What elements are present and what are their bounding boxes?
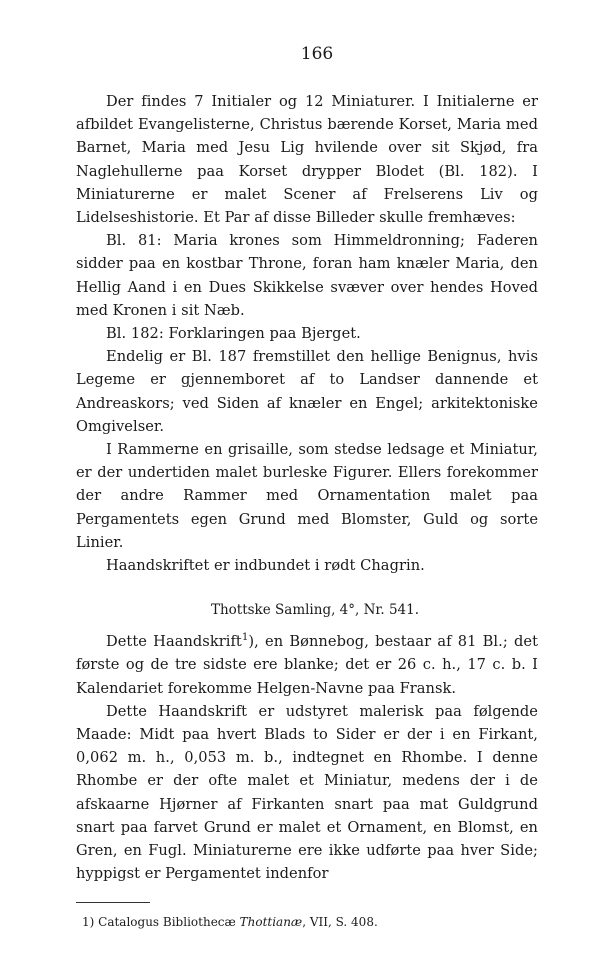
- paragraph-frames: I Rammerne en grisaille, som stedse ledsage et Miniatur, er der undertiden malet burleske Figurer. Ellers forekommer der andre Rammer med Ornamentation malet paa Pergamentets egen Grund med Blomster, Guld og sorte Linier.: [76, 441, 538, 551]
- paragraph-bl-187: Endelig er Bl. 187 fremstillet den hellige Benignus, hvis Legeme er gjennemboret af to Landser dannende et Andreaskors; ved Siden af knæler en Engel; arkitektoniske Omgivelser.: [76, 348, 538, 435]
- footnote-prefix: Catalogus Bibliothecæ: [98, 914, 240, 929]
- footnote-marker: 1): [82, 914, 99, 929]
- paragraph-decoration: Dette Haandskrift er udstyret malerisk paa følgende Maade: Midt paa hvert Blads to Sider er der i en Firkant, 0,062 m. h., 0,053 m. b., indtegnet en Rhombe. I denne Rhombe er der ofte malet et Miniatur, medens der i de afskaarne Hjørner af Firkanten snart paa mat Guldgrund snart paa farvet Grund er malet et Ornament, en Blomst, en Gren, en Fugl. Miniaturerne ere ikke udførte paa hver Side; hyppigst er Pergamentet indenfor: [76, 702, 538, 883]
- paragraph-bl-182: Bl. 182: Forklaringen paa Bjerget.: [106, 325, 361, 343]
- body-text: [76, 90, 538, 886]
- footnote-italic: Thottianæ: [239, 914, 303, 929]
- paragraph-binding: Haandskriftet er indbundet i rødt Chagrin.: [106, 557, 425, 575]
- paragraph-initials: Der findes 7 Initialer og 12 Miniaturer. I Initialerne er afbildet Evangelisterne, Christus bærende Korset, Maria med Barnet, Maria med Jesu Lig hvilende over sit Skjød, fra Naglehullerne paa Korset drypper Blodet (Bl. 182). I Miniaturerne er malet Scener af Frelserens Liv og Lidelseshistorie. Et Par af disse Billeder skulle fremhæves:: [76, 93, 538, 227]
- paragraph-bl-81: Bl. 81: Maria krones som Himmeldronning; Faderen sidder paa en kostbar Throne, foran ham knæler Maria, den Hellig Aand i en Dues Skikkelse svæver over hendes Hoved med Kronen i sit Næb.: [76, 232, 538, 319]
- footnote-suffix: , VII, S. 408.: [302, 914, 378, 929]
- manuscript-text-after: ), en Bønnebog, bestaar af 81 Bl.; det første og de tre sidste ere blanke; det er 26 c. h., 17 c. b. I Kalendariet forekomme Helgen-Navne paa Fransk.: [76, 633, 538, 697]
- footnote-reference: 1: [241, 632, 249, 644]
- manuscript-text-before: Dette Haandskrift: [106, 633, 242, 651]
- page-number: 166: [300, 44, 334, 64]
- paragraph-manuscript: [76, 630, 538, 700]
- section-heading: Thottske Samling, 4°, Nr. 541.: [210, 602, 420, 619]
- footnote-divider: [76, 902, 150, 903]
- footnote: [76, 915, 538, 929]
